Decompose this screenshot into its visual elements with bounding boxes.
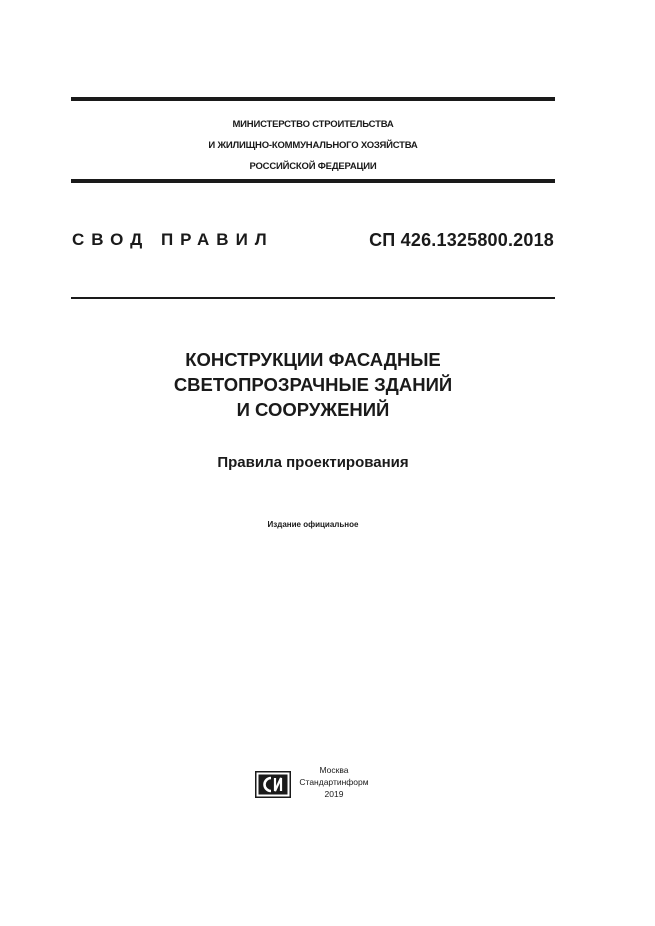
ministry-line-3: РОССИЙСКОЙ ФЕДЕРАЦИИ: [249, 161, 377, 172]
publisher-city: Москва: [319, 765, 349, 775]
edition-note: Издание официальное: [267, 520, 359, 529]
header-top-rule: [71, 97, 555, 101]
code-underline-rule: [71, 297, 555, 299]
publisher-name: Стандартинформ: [299, 777, 369, 787]
publication-year: 2019: [324, 789, 344, 799]
document-type-label: СВОД ПРАВИЛ: [72, 230, 274, 249]
title-line-3: И СООРУЖЕНИЙ: [236, 399, 390, 420]
publisher-info: [294, 764, 374, 800]
document-code: СП 426.1325800.2018: [369, 230, 554, 250]
title-line-1: КОНСТРУКЦИИ ФАСАДНЫЕ: [185, 349, 441, 370]
title-line-2: СВЕТОПРОЗРАЧНЫЕ ЗДАНИЙ: [173, 374, 453, 395]
header-bottom-rule: [71, 179, 555, 183]
document-subtitle: Правила проектирования: [217, 454, 409, 471]
ministry-line-2: И ЖИЛИЩНО-КОММУНАЛЬНОГО ХОЗЯЙСТВА: [208, 140, 418, 151]
ministry-line-1: МИНИСТЕРСТВО СТРОИТЕЛЬСТВА: [232, 119, 394, 130]
publisher-logo-icon: [255, 771, 291, 798]
document-title: [71, 347, 555, 422]
ministry-name: [71, 114, 555, 177]
